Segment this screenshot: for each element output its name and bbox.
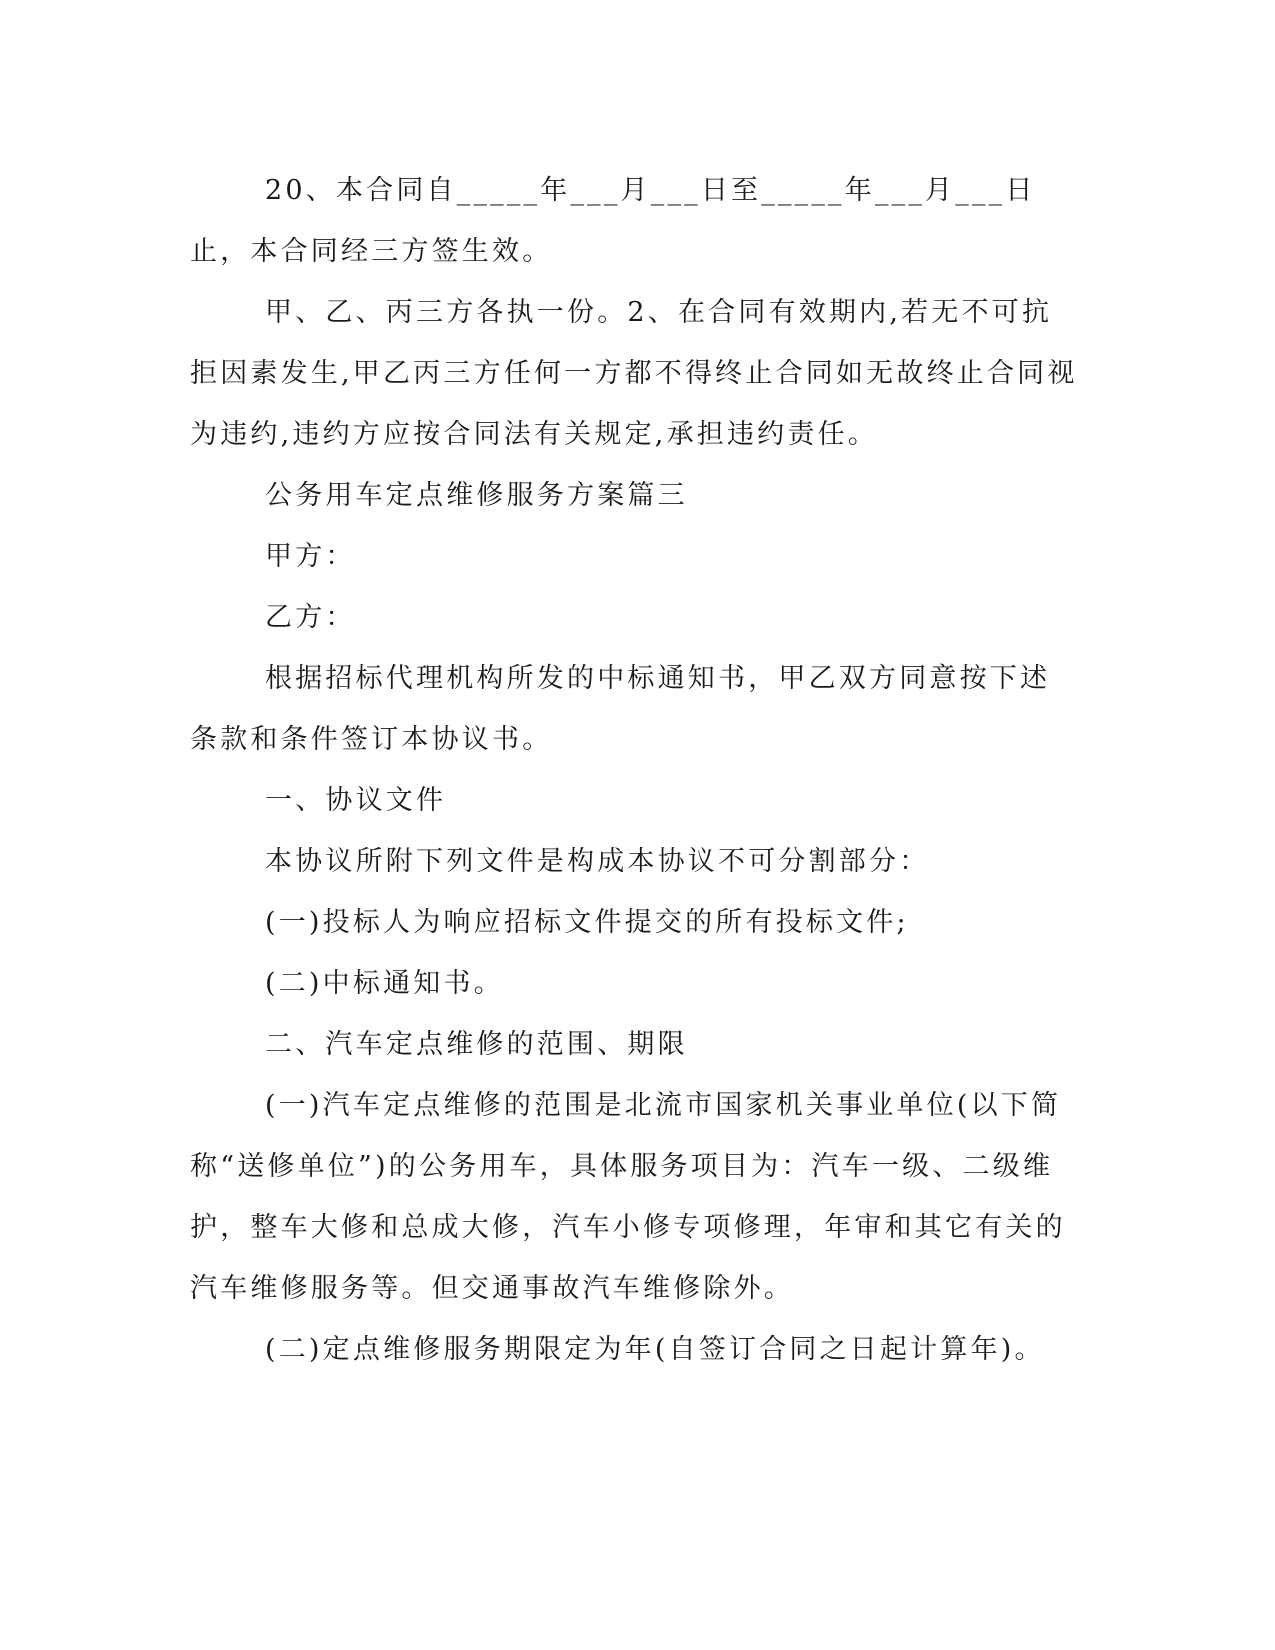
list-item-repair-scope: (一)汽车定点维修的范围是北流市国家机关事业单位(以下简称“送修单位”)的公务用车，具体服务项目为：汽车一级、二级维护，整车大修和总成大修，汽车小修专项修理，年审和其它有关的汽车维修服务等。但交通事故汽车维修除外。	[190, 1090, 1066, 1304]
party-b-label: 乙方：	[265, 602, 356, 633]
heading-agreement-documents: 一、协议文件	[265, 785, 447, 816]
list-item-service-term: (二)定点维修服务期限定为年(自签订合同之日起计算年)。	[265, 1334, 1045, 1365]
paragraph-contract-term: 20、本合同自_____年___月___日至_____年___月___日止，本合同经三方签生效。	[190, 175, 1036, 267]
section-title: 公务用车定点维修服务方案篇三	[265, 480, 688, 511]
paragraph-copies-and-breach: 甲、乙、丙三方各执一份。2、在合同有效期内,若无不可抗拒因素发生,甲乙丙三方任何一方都不得终止合同如无故终止合同视为违约,违约方应按合同法有关规定,承担违约责任。	[190, 297, 1078, 450]
list-item-bid-documents: (一)投标人为响应招标文件提交的所有投标文件;	[265, 907, 909, 938]
paragraph-agreement-basis: 根据招标代理机构所发的中标通知书，甲乙双方同意按下述条款和条件签订本协议书。	[190, 663, 1051, 755]
heading-scope-and-term: 二、汽车定点维修的范围、期限	[265, 1029, 688, 1060]
document-body	[190, 160, 1080, 1380]
list-item-award-notice: (二)中标通知书。	[265, 968, 504, 999]
paragraph-documents-intro: 本协议所附下列文件是构成本协议不可分割部分：	[265, 846, 930, 877]
party-a-label: 甲方：	[265, 541, 356, 572]
